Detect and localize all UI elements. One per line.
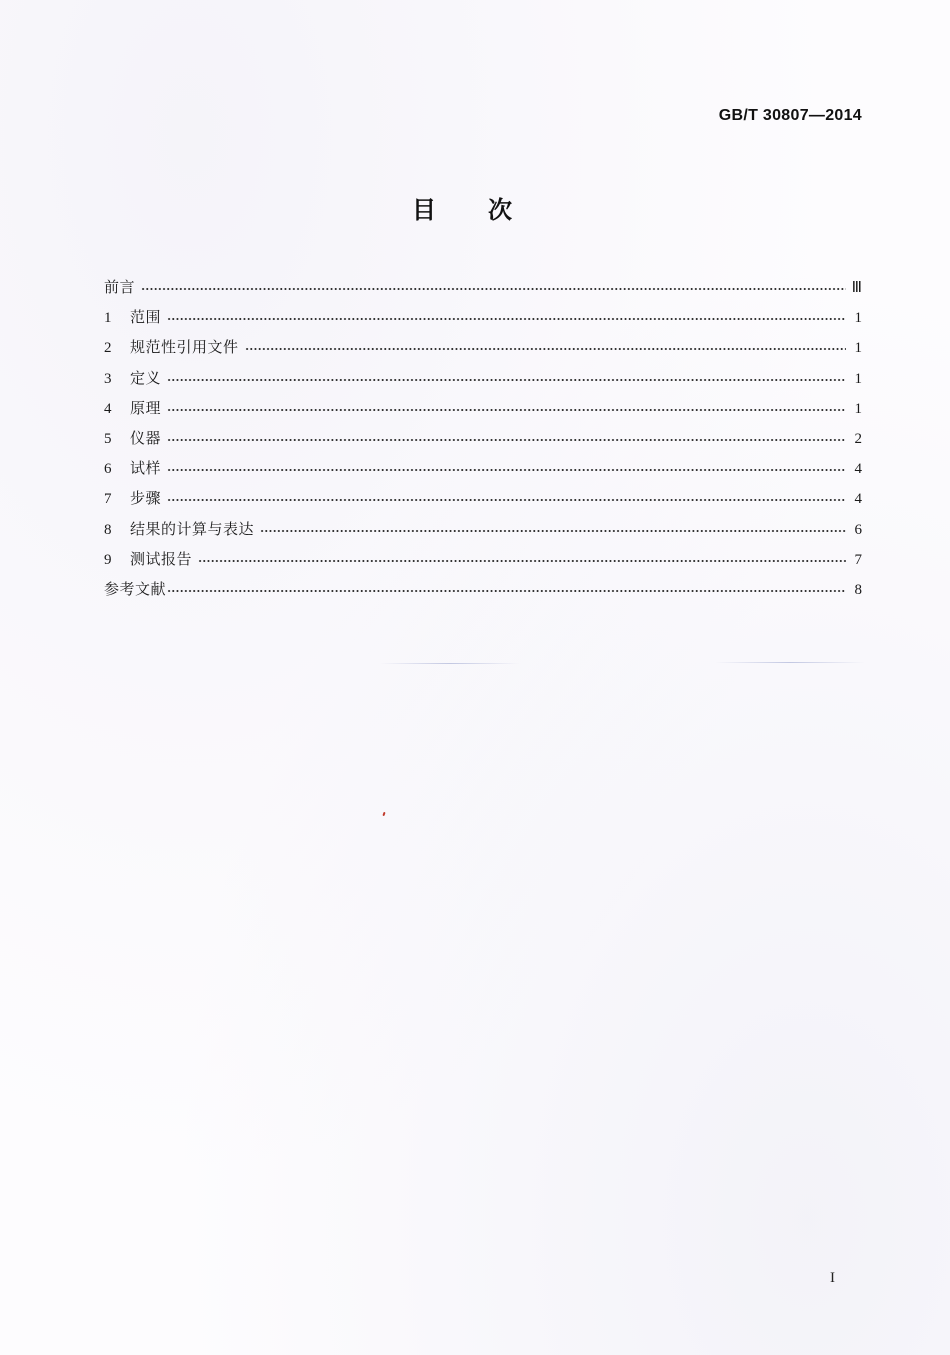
toc-entry-specimens[interactable] (104, 453, 862, 483)
toc-entry-calculation[interactable] (104, 514, 862, 544)
dot-leader (167, 379, 846, 381)
toc-entry-page: 4 (854, 461, 862, 478)
page-number: I (830, 1270, 835, 1286)
toc-title: 目次 (412, 196, 564, 224)
toc-entry-label: 前言 (104, 278, 136, 296)
toc-entry-page: Ⅲ (851, 280, 862, 296)
dot-leader (260, 530, 846, 532)
dot-leader (167, 590, 846, 592)
dot-leader (167, 499, 846, 501)
toc-entry-page: 1 (854, 400, 862, 417)
toc-entry-page: 1 (854, 310, 862, 327)
toc-entry-preface[interactable] (104, 272, 862, 302)
toc-entry-label: 定义 (130, 368, 162, 387)
toc-entry-number: 7 (104, 491, 112, 508)
table-of-contents (104, 272, 862, 604)
toc-entry-number: 1 (104, 310, 112, 327)
toc-entry-test-report[interactable] (104, 544, 862, 574)
toc-entry-number: 4 (104, 400, 112, 417)
scan-artifact-mark (382, 812, 385, 816)
scan-artifact-line (715, 662, 865, 663)
toc-entry-number: 6 (104, 461, 112, 478)
toc-entry-page: 6 (854, 521, 862, 538)
toc-entry-label: 参考文献 (104, 579, 167, 598)
toc-entry-label: 规范性引用文件 (130, 338, 239, 357)
toc-entry-page: 4 (854, 491, 862, 508)
toc-entry-scope[interactable] (104, 302, 862, 332)
dot-leader (245, 348, 846, 350)
toc-entry-label: 原理 (130, 398, 162, 417)
toc-entry-number: 8 (104, 521, 112, 538)
standard-code: GB/T 30807—2014 (718, 107, 862, 124)
dot-leader (167, 409, 846, 411)
toc-entry-number: 5 (104, 430, 112, 447)
dot-leader (141, 288, 846, 290)
toc-entry-bibliography[interactable] (104, 574, 862, 604)
toc-entry-page: 1 (854, 370, 862, 387)
toc-entry-principle[interactable] (104, 393, 862, 423)
toc-entry-label: 试样 (130, 459, 162, 478)
toc-entry-page: 8 (854, 581, 862, 598)
dot-leader (198, 560, 846, 562)
toc-entry-label: 测试报告 (130, 549, 193, 568)
scan-artifact-line (380, 663, 520, 664)
dot-leader (167, 318, 846, 320)
toc-entry-number: 3 (104, 370, 112, 387)
toc-entry-normative-references[interactable] (104, 332, 862, 362)
toc-entry-number: 9 (104, 551, 112, 568)
toc-entry-label: 步骤 (130, 489, 162, 508)
dot-leader (167, 469, 846, 471)
toc-entry-label: 仪器 (130, 428, 162, 447)
toc-entry-apparatus[interactable] (104, 423, 862, 453)
toc-entry-page: 7 (854, 551, 862, 568)
toc-entry-procedure[interactable] (104, 483, 862, 513)
toc-entry-label: 范围 (130, 308, 162, 327)
toc-entry-page: 1 (854, 340, 862, 357)
toc-entry-page: 2 (854, 430, 862, 447)
toc-entry-label: 结果的计算与表达 (130, 519, 255, 538)
toc-entry-definitions[interactable] (104, 363, 862, 393)
toc-entry-number: 2 (104, 340, 112, 357)
dot-leader (167, 439, 846, 441)
